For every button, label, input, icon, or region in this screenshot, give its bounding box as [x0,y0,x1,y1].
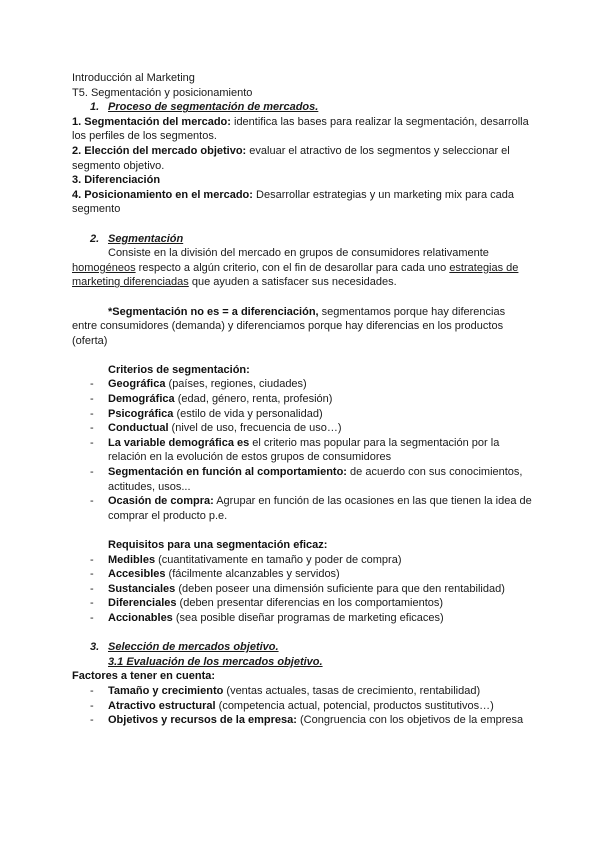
section-3-title: Selección de mercados objetivo. [108,641,279,654]
topic-title: T5. Segmentación y posicionamiento [72,86,253,99]
section-1-title: Proceso de segmentación de mercados. [108,101,319,114]
criteria-item: - Demográfica (edad, género, renta, profesión) [90,393,333,406]
section-1-number: 1. [90,101,100,114]
section-3-1-heading: 3.1 Evaluación de los mercados objetivo. [108,655,323,668]
segmentation-note: *Segmentación no es = a diferenciación, segmentamos porque hay diferencias entre consumidores (demanda) y diferenciamos porque hay diferencias en los productos (oferta) [72,305,506,347]
criteria-heading: Criterios de segmentación: [108,363,250,376]
factor-item: - Tamaño y crecimiento (ventas actuales, tasas de crecimiento, rentabilidad) [90,684,481,697]
factors-heading: Factores a tener en cuenta: [72,670,216,683]
process-step: 4. Posicionamiento en el mercado: Desarrollar estrategias y un marketing mix para cada segmento [72,188,515,216]
segmentation-definition: Consiste en la división del mercado en grupos de consumidores relativamente homogéneos respecto a algún criterio, con el fin de desarollar para cada uno estrategias de marketing diferenciadas que ayuden a satisfacer sus necesidades. [72,247,519,289]
process-step: 2. Elección del mercado objetivo: evaluar el atractivo de los segmentos y seleccionar el segmento objetivo. [72,144,510,172]
criteria-item: - Segmentación en función al comportamiento: de acuerdo con sus conocimientos, actitudes, usos... [90,466,523,493]
criteria-item: - La variable demográfica es el criterio mas popular para la segmentación por la relación en la evolución de estos grupos de consumidores [90,436,500,464]
course-title: Introducción al Marketing [72,72,195,84]
criteria-item: - Conductual (nivel de uso, frecuencia de uso…) [90,422,342,435]
process-step: 1. Segmentación del mercado: identifica las bases para realizar la segmentación, desarrolla los perfiles de los segmentos. [72,115,529,143]
criteria-item: - Ocasión de compra: Agrupar en función de las ocasiones en las que tienen la idea de comprar el producto p.e. [90,495,532,522]
requirement-item: - Accesibles (fácilmente alcanzables y servidos) [90,568,340,581]
requirement-item: - Medibles (cuantitativamente en tamaño y poder de compra) [90,553,402,566]
criteria-item: - Geográfica (países, regiones, ciudades) [90,378,307,391]
section-1-heading [72,100,532,115]
document-page [72,71,532,728]
criteria-item: - Psicográfica (estilo de vida y personalidad) [90,407,323,420]
section-3-number: 3. [90,641,100,654]
section-3-heading [72,640,532,655]
requirement-item: - Sustanciales (deben poseer una dimensión suficiente para que den rentabilidad) [90,582,505,595]
requirement-item: - Accionables (sea posible diseñar programas de marketing eficaces) [90,611,444,624]
factor-item: - Objetivos y recursos de la empresa: (Congruencia con los objetivos de la empresa [90,714,524,727]
requirements-heading: Requisitos para una segmentación eficaz: [108,539,328,551]
process-step: 3. Diferenciación [72,174,161,187]
requirement-item: - Diferenciales (deben presentar diferencias en los comportamientos) [90,597,444,610]
section-2-title: Segmentación [108,232,184,245]
section-2-number: 2. [90,232,100,245]
factor-item: - Atractivo estructural (competencia actual, potencial, productos sustitutivos…) [90,699,494,712]
section-2-heading [72,232,532,247]
